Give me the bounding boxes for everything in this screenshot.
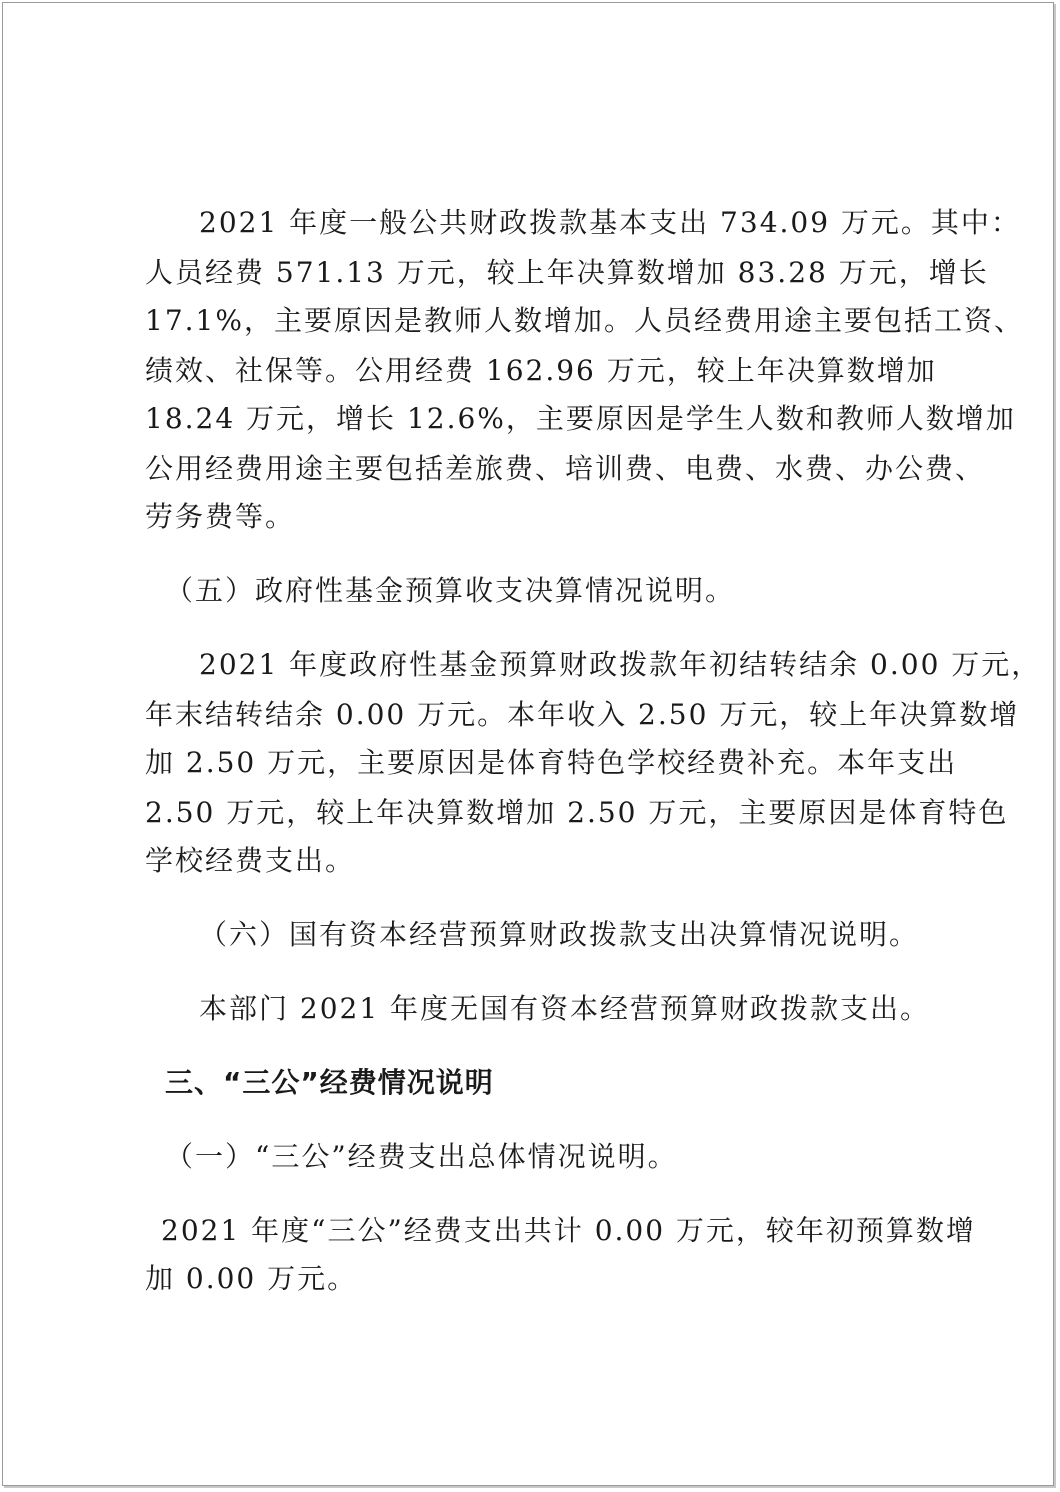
paragraph-line: 加 0.00 万元。 bbox=[145, 1262, 358, 1295]
paragraph-line: 2021 年度一般公共财政拨款基本支出 734.09 万元。其中： bbox=[199, 206, 1021, 239]
paragraph-line: 劳务费等。 bbox=[145, 500, 296, 533]
paragraph-line: 公用经费用途主要包括差旅费、培训费、电费、水费、办公费、 bbox=[145, 452, 986, 485]
paragraph-line: 年末结转结余 0.00 万元。本年收入 2.50 万元，较上年决算数增 bbox=[145, 698, 1020, 731]
subheading-six: （六）国有资本经营预算财政拨款支出决算情况说明。 bbox=[199, 918, 920, 951]
paragraph-line: 本部门 2021 年度无国有资本经营预算财政拨款支出。 bbox=[199, 992, 931, 1025]
document-page bbox=[2, 2, 1054, 1486]
paragraph-line: 人员经费 571.13 万元，较上年决算数增加 83.28 万元，增长 bbox=[145, 256, 989, 289]
paragraph-line: 加 2.50 万元，主要原因是体育特色学校经费补充。本年支出 bbox=[145, 746, 958, 779]
paragraph-line: 2021 年度政府性基金预算财政拨款年初结转结余 0.00 万元， bbox=[199, 648, 1042, 681]
section-heading-three: 三、“三公”经费情况说明 bbox=[165, 1066, 494, 1099]
paragraph-line: 绩效、社保等。公用经费 162.96 万元，较上年决算数增加 bbox=[145, 354, 937, 387]
paragraph-line: 学校经费支出。 bbox=[145, 844, 356, 877]
paragraph-line: 18.24 万元，增长 12.6%，主要原因是学生人数和教师人数增加 bbox=[145, 402, 1016, 435]
paragraph-line: 2.50 万元，较上年决算数增加 2.50 万元，主要原因是体育特色 bbox=[145, 796, 1009, 829]
paragraph-line: 17.1%，主要原因是教师人数增加。人员经费用途主要包括工资、 bbox=[145, 304, 1024, 337]
subheading-one: （一）“三公”经费支出总体情况说明。 bbox=[165, 1140, 678, 1173]
subheading-five: （五）政府性基金预算收支决算情况说明。 bbox=[165, 574, 736, 607]
paragraph-line: 2021 年度“三公”经费支出共计 0.00 万元，较年初预算数增 bbox=[161, 1214, 976, 1247]
